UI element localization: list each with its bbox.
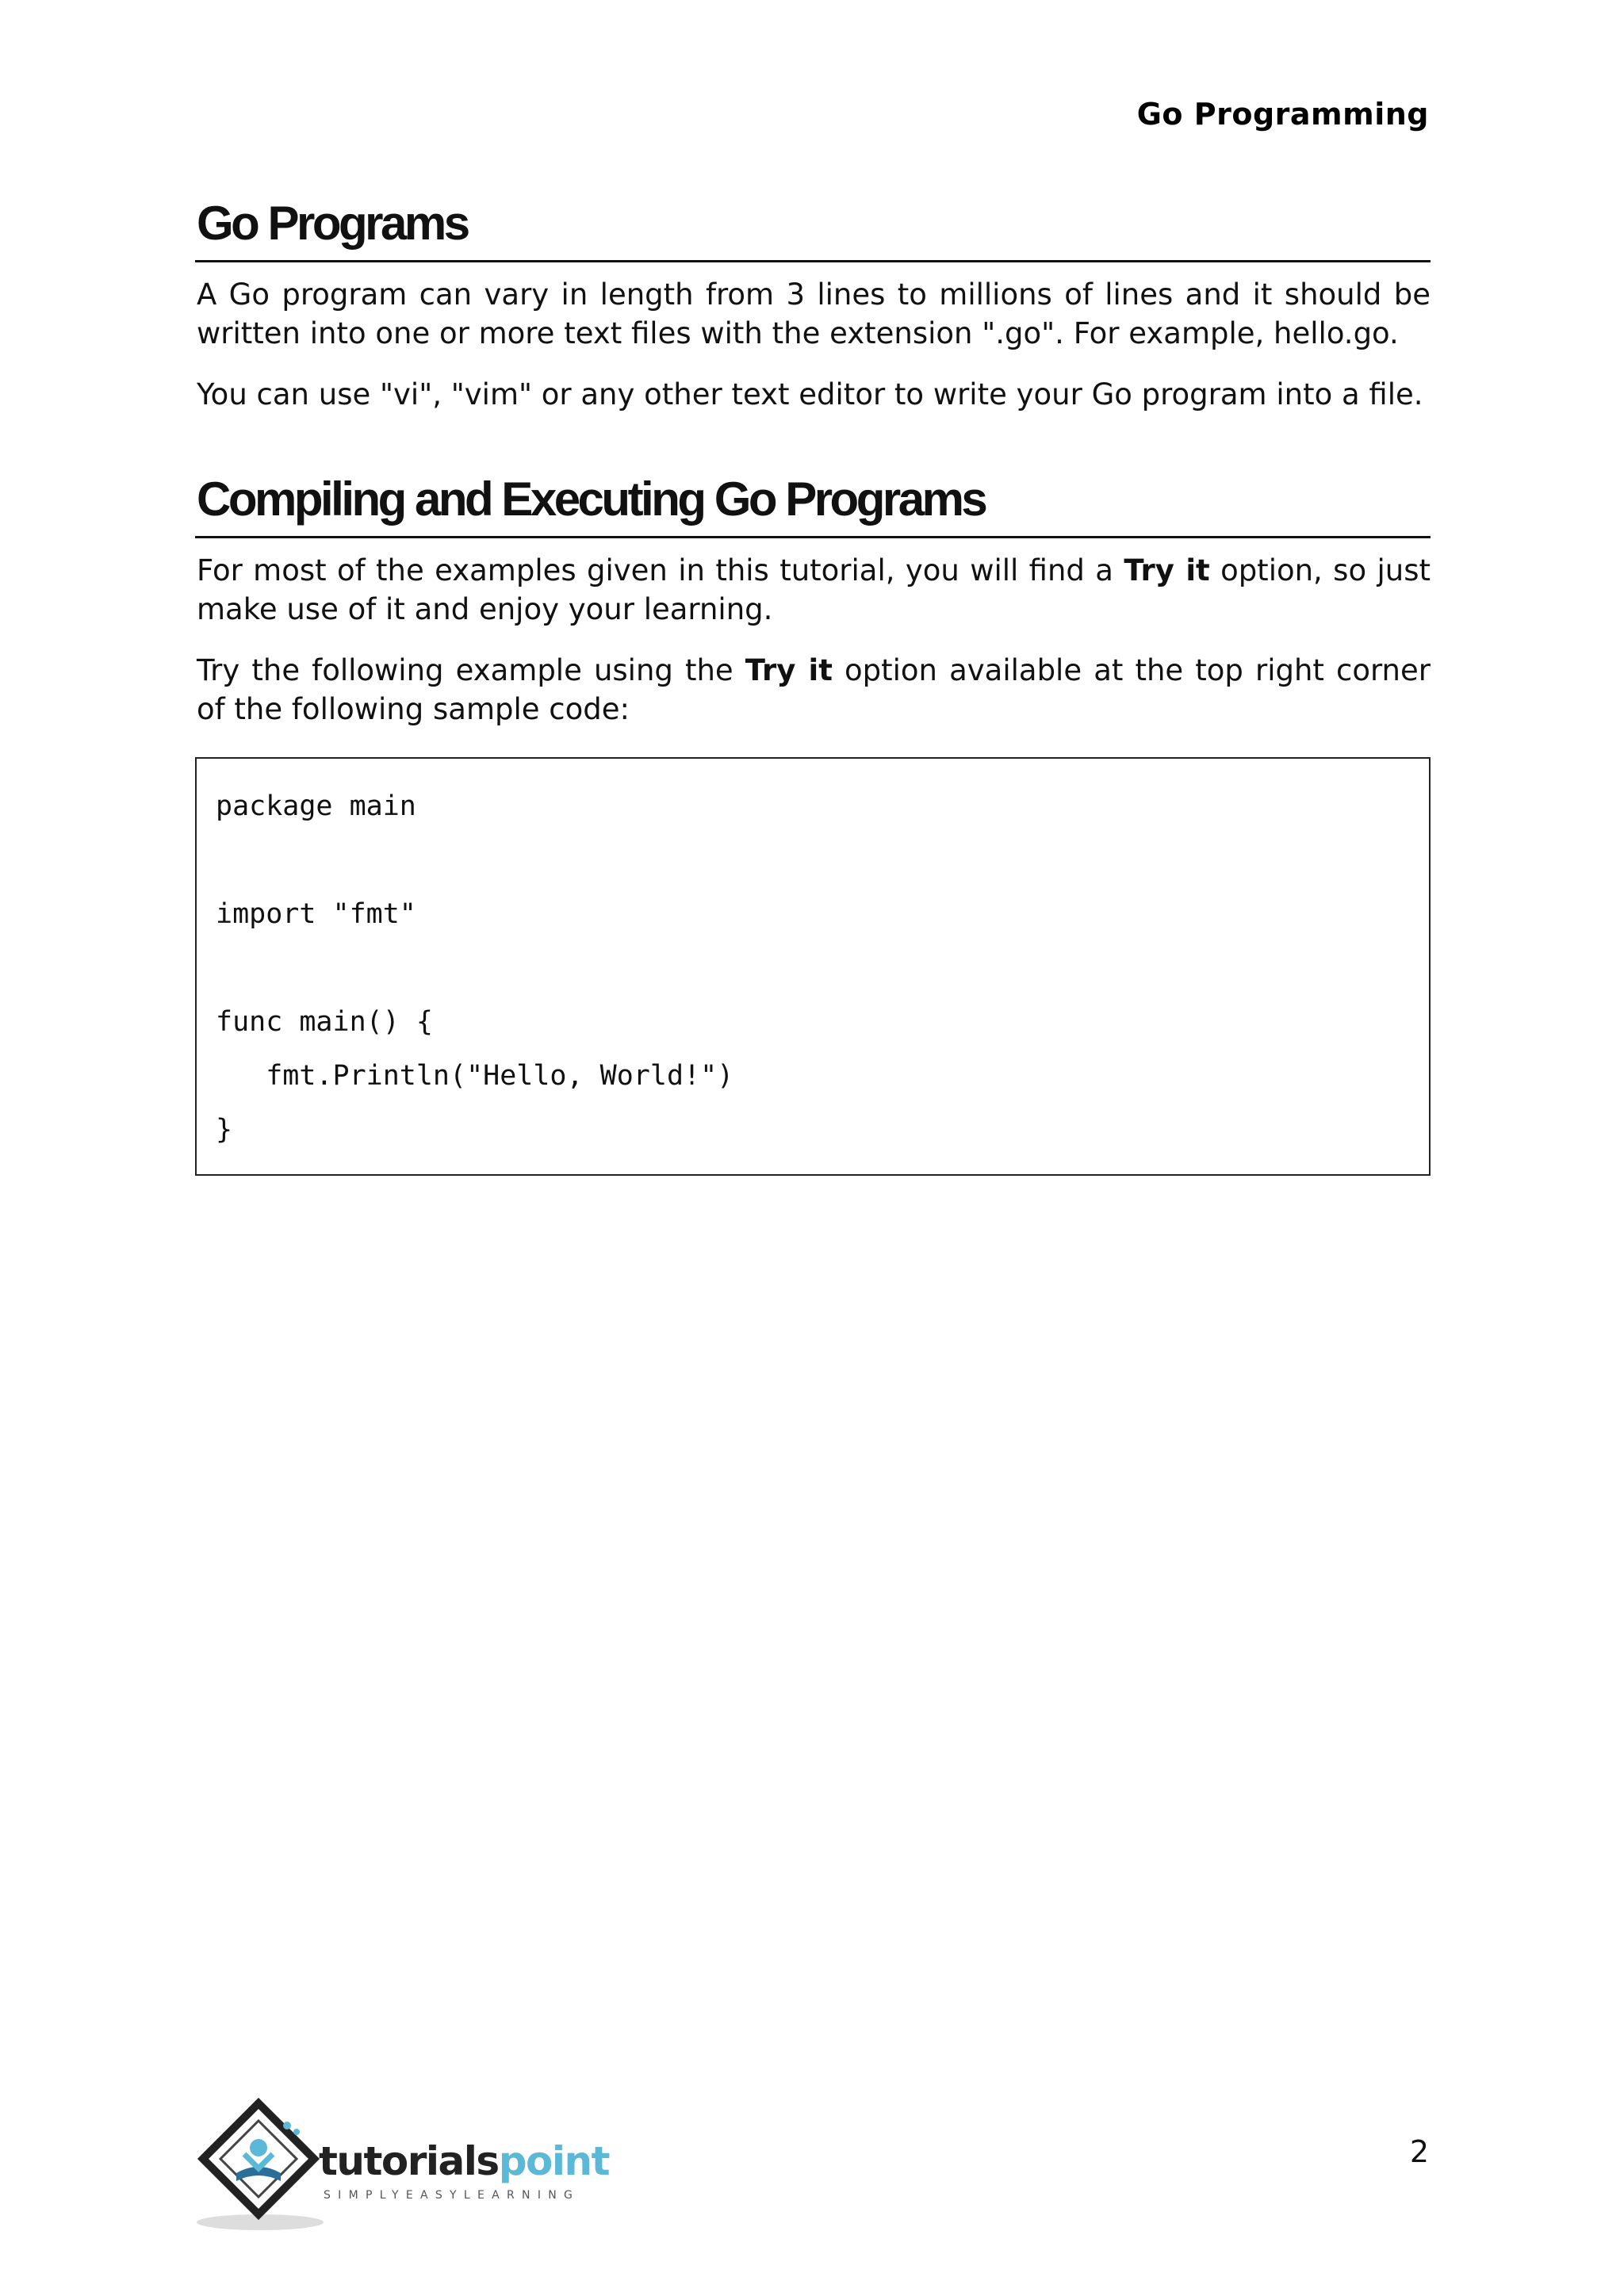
paragraph: A Go program can vary in length from 3 lines to millions of lines and it should be written into one or more text files with the extension ".go". For example, hello.go. xyxy=(197,277,1431,350)
page-number: 2 xyxy=(1409,2134,1429,2169)
code-block xyxy=(195,757,1431,1176)
tutorialspoint-logo xyxy=(195,2097,639,2232)
try-it-label: Try it xyxy=(745,653,833,687)
code-line: func main() { xyxy=(216,1006,433,1038)
code-line: } xyxy=(216,1114,233,1146)
try-it-label: Try it xyxy=(1124,553,1210,587)
code-line: import "fmt" xyxy=(216,898,416,930)
paragraph: Try the following example using the Try it option available at the top right corner of the following sample code: xyxy=(197,653,1431,726)
paragraph: You can use "vi", "vim" or any other text editor to write your Go program into a file. xyxy=(197,377,1423,411)
paragraph: For most of the examples given in this tutorial, you will find a Try it option, so just make use of it and enjoy your learning. xyxy=(197,553,1431,626)
code-line: fmt.Println("Hello, World!") xyxy=(216,1060,734,1092)
section-heading-compiling: Compiling and Executing Go Programs xyxy=(195,466,1431,538)
code-blank-line xyxy=(216,941,1410,995)
logo-tagline: SIMPLYEASYLEARNING xyxy=(324,2189,580,2202)
running-header: Go Programming xyxy=(1136,97,1429,132)
logo-text: tutorialspoint xyxy=(319,2138,609,2184)
section-heading-go-programs: Go Programs xyxy=(195,190,1431,262)
page-content xyxy=(195,190,1431,1176)
code-blank-line xyxy=(216,833,1410,887)
code-line: package main xyxy=(216,790,416,822)
